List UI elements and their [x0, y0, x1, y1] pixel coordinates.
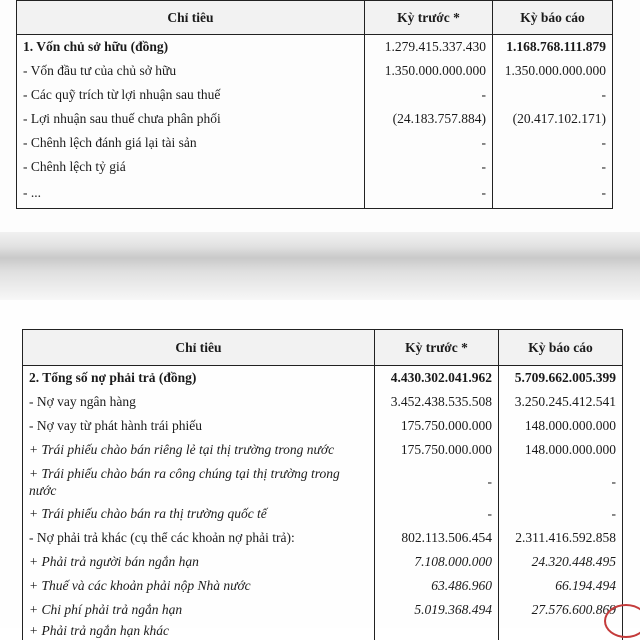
red-stamp-seal [604, 604, 640, 638]
row-prev: - [365, 131, 493, 155]
row-label: - Lợi nhuận sau thuế chưa phân phối [17, 107, 365, 131]
page-gap [0, 232, 640, 300]
row-prev: 7.108.000.000 [375, 550, 499, 574]
row-curr: 148.000.000.000 [499, 438, 623, 462]
row-curr: 24.320.448.495 [499, 550, 623, 574]
table-row [23, 526, 623, 550]
row-curr: 1.350.000.000.000 [493, 59, 613, 83]
row-label: + Trái phiếu chào bán ra công chúng tại thị trường trong nước [23, 462, 375, 502]
row-curr: 5.709.662.005.399 [499, 366, 623, 390]
row-curr: 66.194.494 [499, 574, 623, 598]
row-curr: - [493, 131, 613, 155]
row-prev: 3.452.438.535.508 [375, 390, 499, 414]
table-row [23, 462, 623, 502]
header-indicator: Chỉ tiêu [17, 1, 365, 35]
header-previous-period: Kỳ trước * [375, 330, 499, 366]
row-curr: 3.250.245.412.541 [499, 390, 623, 414]
row-prev: (24.183.757.884) [365, 107, 493, 131]
row-label: + Trái phiếu chào bán ra thị trường quốc tế [23, 502, 375, 526]
row-curr: - [499, 502, 623, 526]
table-row [23, 414, 623, 438]
row-prev: 4.430.302.041.962 [375, 366, 499, 390]
row-prev: 175.750.000.000 [375, 414, 499, 438]
row-prev: 63.486.960 [375, 574, 499, 598]
table-row [23, 438, 623, 462]
row-label: - Nợ vay ngân hàng [23, 390, 375, 414]
header-indicator: Chỉ tiêu [23, 330, 375, 366]
header-reporting-period: Kỳ báo cáo [493, 1, 613, 35]
table-row [23, 366, 623, 390]
row-curr: 1.168.768.111.879 [493, 35, 613, 59]
row-label: - Nợ vay từ phát hành trái phiếu [23, 414, 375, 438]
table-row [23, 622, 623, 640]
row-curr: (20.417.102.171) [493, 107, 613, 131]
row-label: + Phải trả ngắn hạn khác [23, 622, 375, 640]
row-curr: - [499, 462, 623, 502]
table-row [23, 550, 623, 574]
row-curr: - [493, 83, 613, 107]
table-row [23, 390, 623, 414]
header-reporting-period: Kỳ báo cáo [499, 330, 623, 366]
row-prev: 1.279.415.337.430 [365, 35, 493, 59]
table-header-row [23, 330, 623, 366]
table-row [23, 502, 623, 526]
row-label: - Chênh lệch đánh giá lại tài sản [17, 131, 365, 155]
row-curr: - [493, 179, 613, 209]
row-curr: 27.576.600.869 [499, 598, 623, 622]
row-prev: - [365, 179, 493, 209]
table-row [17, 155, 613, 179]
row-curr: - [493, 155, 613, 179]
row-prev: - [365, 83, 493, 107]
row-prev: - [375, 502, 499, 526]
row-curr: 148.000.000.000 [499, 414, 623, 438]
row-label: - Vốn đầu tư của chủ sở hữu [17, 59, 365, 83]
table-row [17, 35, 613, 59]
table-row [17, 107, 613, 131]
row-label: - Chênh lệch tỷ giá [17, 155, 365, 179]
row-label: + Trái phiếu chào bán riêng lẻ tại thị trường trong nước [23, 438, 375, 462]
row-prev [375, 622, 499, 640]
row-prev: 5.019.368.494 [375, 598, 499, 622]
row-label: 1. Vốn chủ sở hữu (đồng) [17, 35, 365, 59]
row-prev: - [365, 155, 493, 179]
header-previous-period: Kỳ trước * [365, 1, 493, 35]
row-prev: - [375, 462, 499, 502]
row-curr: 2.311.416.592.858 [499, 526, 623, 550]
table-row [17, 131, 613, 155]
equity-table [16, 0, 613, 209]
row-label: + Thuế và các khoản phải nộp Nhà nước [23, 574, 375, 598]
row-prev: 802.113.506.454 [375, 526, 499, 550]
table-row [17, 59, 613, 83]
table-row [17, 179, 613, 209]
row-label: + Chi phí phải trả ngắn hạn [23, 598, 375, 622]
row-prev: 1.350.000.000.000 [365, 59, 493, 83]
table-row [17, 83, 613, 107]
row-label: 2. Tổng số nợ phải trả (đồng) [23, 366, 375, 390]
row-prev: 175.750.000.000 [375, 438, 499, 462]
row-label: - ... [17, 179, 365, 209]
row-label: - Các quỹ trích từ lợi nhuận sau thuế [17, 83, 365, 107]
liabilities-table [22, 329, 623, 640]
table-row [23, 574, 623, 598]
table-row [23, 598, 623, 622]
table-header-row [17, 1, 613, 35]
row-label: + Phải trả người bán ngắn hạn [23, 550, 375, 574]
row-label: - Nợ phải trả khác (cụ thể các khoản nợ phải trả): [23, 526, 375, 550]
